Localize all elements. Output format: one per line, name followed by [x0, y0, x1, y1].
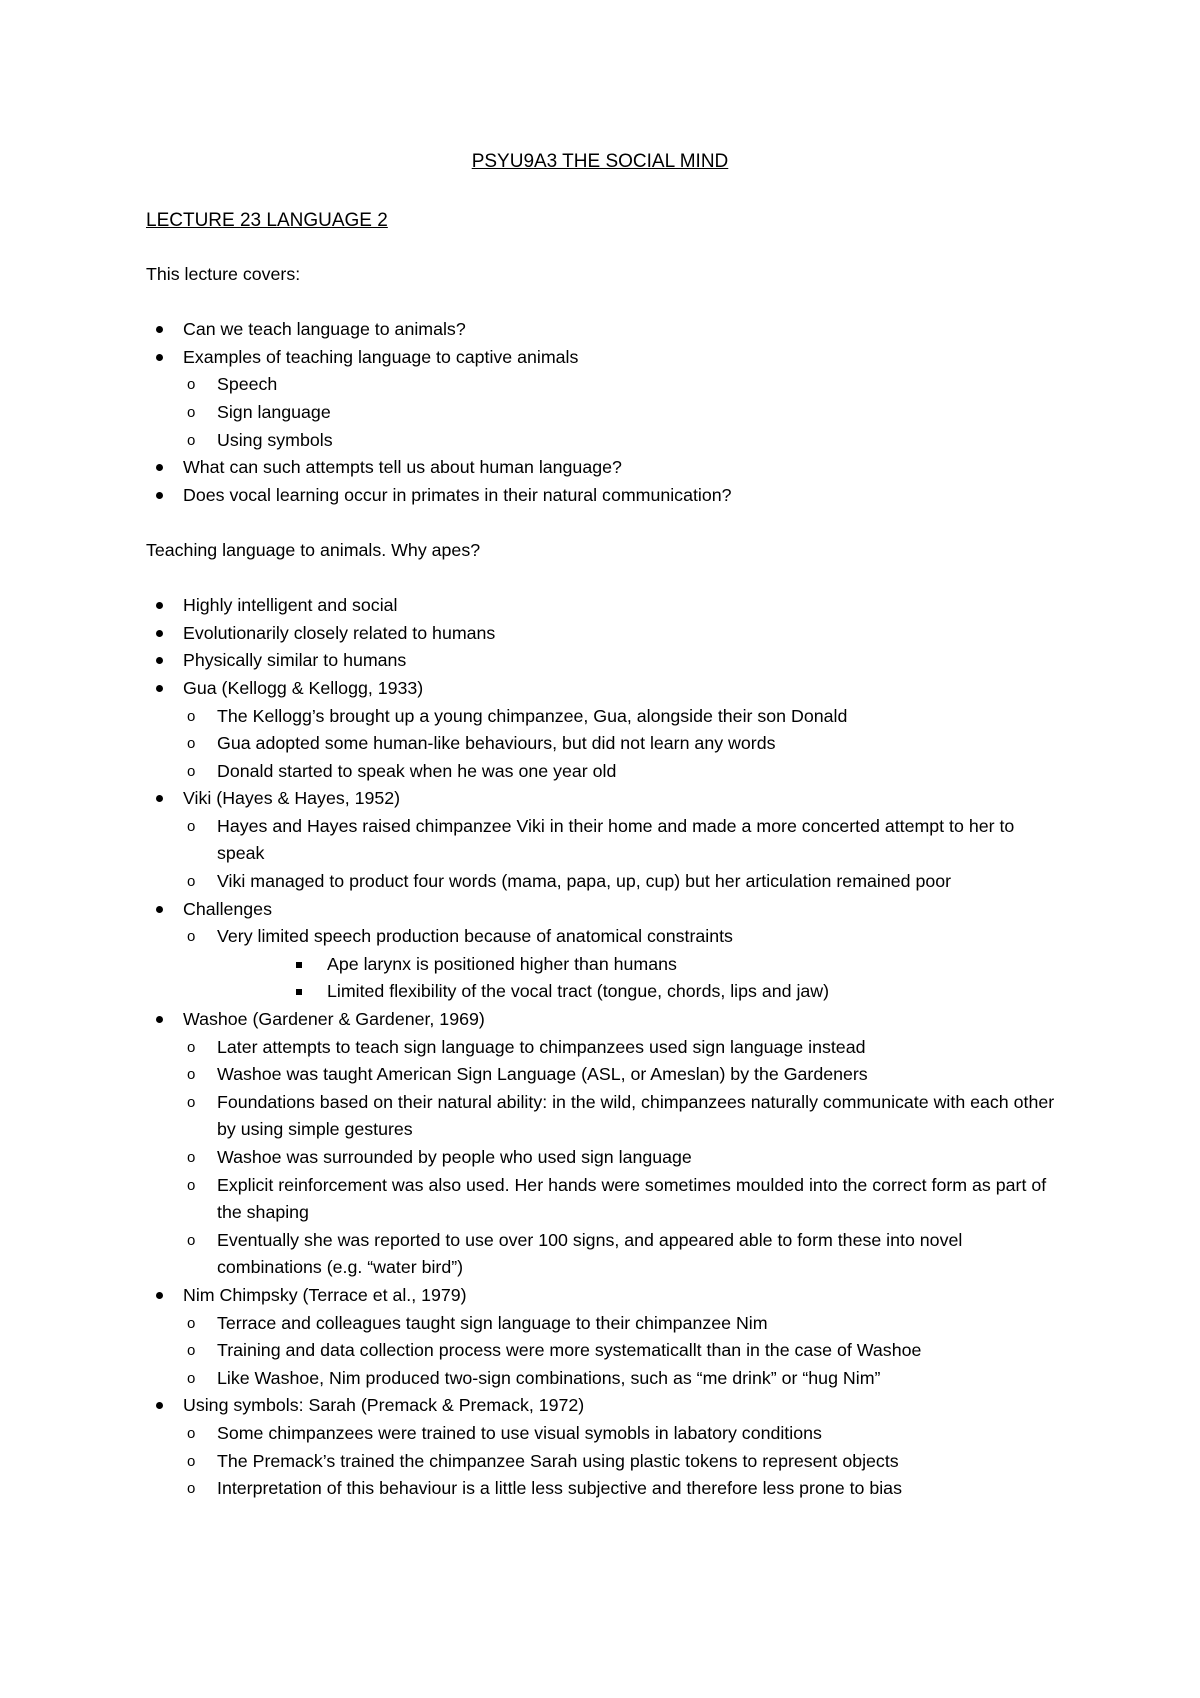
list-item-text: Some chimpanzees were trained to use visual symobls in labatory conditions: [217, 1422, 822, 1443]
list-item-text: Eventually she was reported to use over 100 signs, and appeared able to form these into novel combinations (e.g. “water bird”): [217, 1229, 963, 1278]
sub-list: [217, 951, 1066, 1006]
list-item-text: Can we teach language to animals?: [183, 319, 466, 340]
list-item: [146, 344, 1066, 454]
list-item: [293, 978, 1066, 1006]
list-item-text: Physically similar to humans: [183, 650, 407, 671]
list-item-text: Using symbols: [217, 429, 333, 450]
section-heading-why-apes: Teaching language to animals. Why apes?: [146, 539, 481, 560]
list-item-text: Hayes and Hayes raised chimpanzee Viki in their home and made a more concerted attempt to her to speak: [217, 815, 1015, 864]
document-body: [146, 209, 1066, 1530]
list-item-text: Interpretation of this behaviour is a little less subjective and therefore less prone to bias: [217, 1478, 902, 1499]
list-item: [183, 371, 1066, 399]
list-item: [146, 620, 1066, 648]
list-item-text: Like Washoe, Nim produced two-sign combinations, such as “me drink” or “hug Nim”: [217, 1367, 881, 1388]
list-item-text: Evolutionarily closely related to humans: [183, 622, 496, 643]
list-item: [183, 1061, 1066, 1089]
list-item-text: Limited flexibility of the vocal tract (tongue, chords, lips and jaw): [327, 981, 830, 1002]
list-item: [183, 399, 1066, 427]
list-item-text: Ape larynx is positioned higher than humans: [327, 953, 677, 974]
list-item-text: The Premack’s trained the chimpanzee Sarah using plastic tokens to represent objects: [217, 1450, 899, 1471]
sub-list: [183, 1034, 1066, 1282]
list-item: [146, 316, 1066, 344]
list-item-text: Does vocal learning occur in primates in their natural communication?: [183, 484, 732, 505]
list-item-text: Donald started to speak when he was one year old: [217, 760, 617, 781]
list-item-text: Explicit reinforcement was also used. Her hands were sometimes moulded into the correct form as part of the shaping: [217, 1174, 1047, 1223]
list-item: [146, 1392, 1066, 1502]
intro-text: This lecture covers:: [146, 264, 301, 284]
list-item-text: Nim Chimpsky (Terrace et al., 1979): [183, 1284, 467, 1305]
sub-list: [183, 813, 1066, 896]
list-item: [183, 1034, 1066, 1062]
list-item-text: What can such attempts tell us about human language?: [183, 457, 622, 478]
list-item: [183, 1172, 1066, 1227]
list-item-text: Examples of teaching language to captive animals: [183, 346, 579, 367]
list-item-text: Washoe was taught American Sign Language (ASL, or Ameslan) by the Gardeners: [217, 1064, 868, 1085]
sub-list: [183, 1310, 1066, 1393]
list-item: [183, 730, 1066, 758]
list-item-text: Gua (Kellogg & Kellogg, 1933): [183, 677, 424, 698]
list-item-text: The Kellogg’s brought up a young chimpanzee, Gua, alongside their son Donald: [217, 705, 848, 726]
list-item: [183, 1475, 1066, 1503]
list-item: [183, 1144, 1066, 1172]
list-item: [146, 454, 1066, 482]
list-item: [146, 896, 1066, 1006]
sub-list: [183, 371, 1066, 454]
list-item: [183, 1227, 1066, 1282]
list-item: [183, 427, 1066, 455]
list-item: [146, 1282, 1066, 1392]
list-item-text: Viki managed to product four words (mama, papa, up, cup) but her articulation remained poor: [217, 871, 952, 892]
list-item: [146, 675, 1066, 785]
sub-list: [183, 703, 1066, 786]
list-item-text: Using symbols: Sarah (Premack & Premack, 1972): [183, 1395, 585, 1416]
lecture-heading: LECTURE 23 LANGUAGE 2: [146, 210, 388, 231]
list-item-text: Foundations based on their natural ability: in the wild, chimpanzees naturally communicate with each other by using simple gestures: [217, 1091, 1055, 1140]
list-item: [146, 647, 1066, 675]
list-item: [183, 1337, 1066, 1365]
list-item: [183, 868, 1066, 896]
list-item: [183, 758, 1066, 786]
list-item-text: Terrace and colleagues taught sign language to their chimpanzee Nim: [217, 1312, 768, 1333]
list-item: [183, 923, 1066, 1006]
sub-list: [183, 923, 1066, 1006]
list-item-text: Viki (Hayes & Hayes, 1952): [183, 788, 401, 809]
list-item-text: Later attempts to teach sign language to chimpanzees used sign language instead: [217, 1036, 866, 1057]
list-item: [183, 813, 1066, 868]
list-item: [183, 1420, 1066, 1448]
list-item: [146, 785, 1066, 895]
list-item-text: Very limited speech production because of anatomical constraints: [217, 926, 733, 947]
list-item-text: Challenges: [183, 898, 272, 919]
list-item-text: Sign language: [217, 401, 331, 422]
why-apes-list: [146, 592, 1066, 1503]
lecture-covers-list: [146, 316, 1066, 509]
list-item: [146, 1006, 1066, 1282]
list-item: [293, 951, 1066, 979]
sub-list: [183, 1420, 1066, 1503]
list-item: [183, 1365, 1066, 1393]
list-item-text: Speech: [217, 374, 278, 395]
list-item-text: Washoe (Gardener & Gardener, 1969): [183, 1009, 485, 1030]
list-item: [146, 482, 1066, 510]
list-item-text: Highly intelligent and social: [183, 595, 398, 616]
list-item-text: Training and data collection process were more systematicallt than in the case of Washoe: [217, 1340, 922, 1361]
list-item: [183, 1448, 1066, 1476]
list-item-text: Washoe was surrounded by people who used sign language: [217, 1147, 692, 1167]
document-title: PSYU9A3 THE SOCIAL MIND: [471, 151, 729, 172]
list-item: [183, 1089, 1066, 1144]
list-item: [183, 1310, 1066, 1338]
list-item-text: Gua adopted some human-like behaviours, but did not learn any words: [217, 733, 776, 754]
list-item: [146, 592, 1066, 620]
list-item: [183, 703, 1066, 731]
